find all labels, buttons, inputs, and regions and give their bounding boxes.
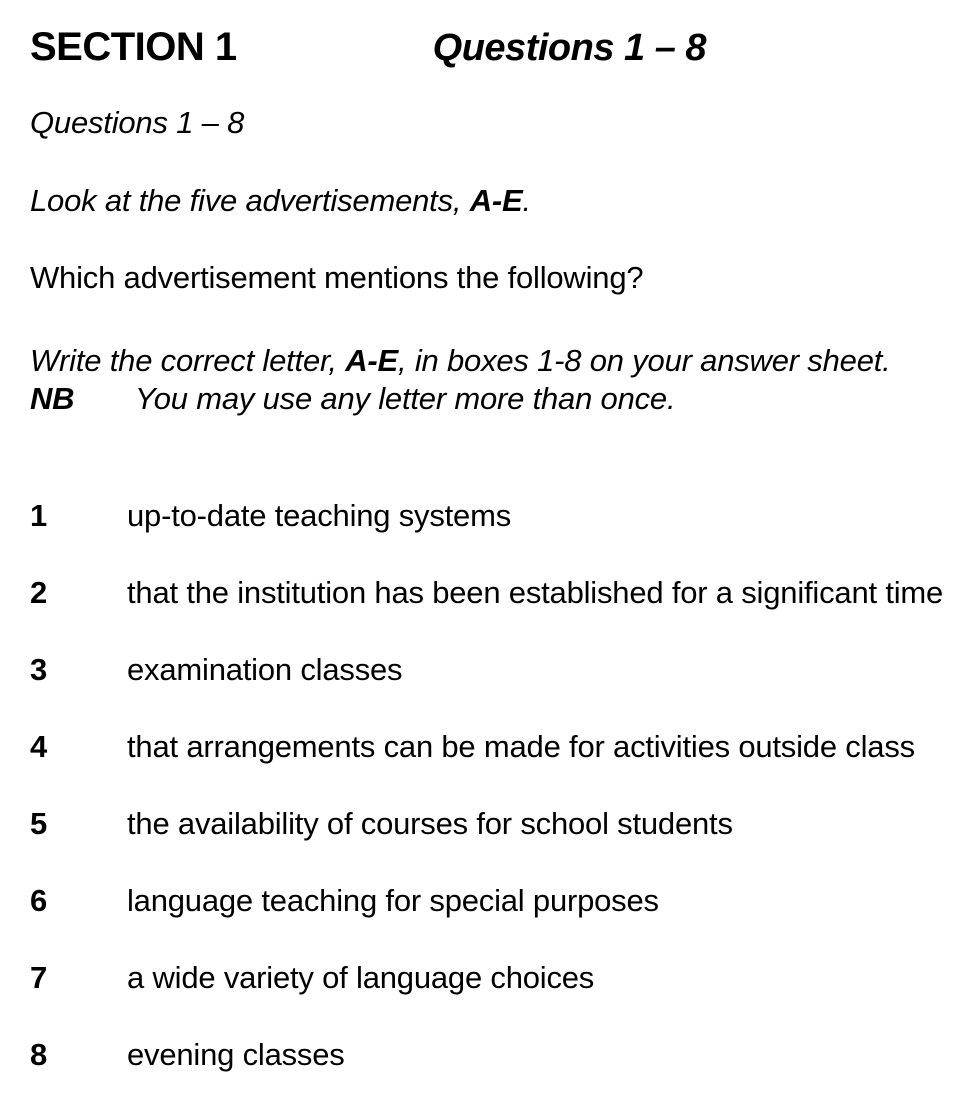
- question-text: that the institution has been established for a significant time: [127, 575, 944, 610]
- question-text: that arrangements can be made for activities outside class: [127, 729, 915, 764]
- write-instruction: [30, 342, 948, 380]
- nb-label: NB: [30, 381, 75, 416]
- look-at-emphasis: A-E: [469, 183, 523, 218]
- look-at-instruction: [30, 182, 948, 220]
- question-item: [30, 1036, 948, 1074]
- write-prefix: Write the correct letter,: [30, 343, 346, 378]
- question-text: a wide variety of language choices: [127, 960, 595, 995]
- question-number: 1: [30, 498, 48, 533]
- question-text: examination classes: [127, 652, 403, 687]
- question-list: [30, 497, 948, 1074]
- question-text: the availability of courses for school students: [127, 806, 733, 841]
- question-number: 4: [30, 729, 48, 764]
- question-item: [30, 805, 948, 843]
- nb-text: You may use any letter more than once.: [135, 381, 676, 416]
- question-text: up-to-date teaching systems: [127, 498, 512, 533]
- question-number: 6: [30, 883, 48, 918]
- look-at-suffix: .: [522, 183, 531, 218]
- write-suffix: , in boxes 1-8 on your answer sheet.: [398, 343, 891, 378]
- question-item: [30, 728, 948, 766]
- question-text: evening classes: [127, 1037, 345, 1072]
- question-number: 2: [30, 575, 48, 610]
- which-instruction: Which advertisement mentions the following?: [30, 260, 644, 295]
- section-title: SECTION 1: [30, 25, 237, 69]
- header-questions-range: Questions 1 – 8: [432, 27, 707, 69]
- question-number: 3: [30, 652, 48, 687]
- look-at-prefix: Look at the five advertisements,: [30, 183, 470, 218]
- question-item: [30, 651, 948, 689]
- write-emphasis: A-E: [345, 343, 399, 378]
- questions-subtitle: Questions 1 – 8: [30, 105, 245, 140]
- header: [30, 26, 948, 69]
- question-text: language teaching for special purposes: [127, 883, 659, 918]
- question-number: 7: [30, 960, 48, 995]
- question-item: [30, 497, 948, 535]
- question-item: [30, 882, 948, 920]
- question-item: [30, 574, 948, 612]
- question-number: 8: [30, 1037, 48, 1072]
- question-number: 5: [30, 806, 48, 841]
- question-item: [30, 959, 948, 997]
- nb-note: [30, 380, 948, 418]
